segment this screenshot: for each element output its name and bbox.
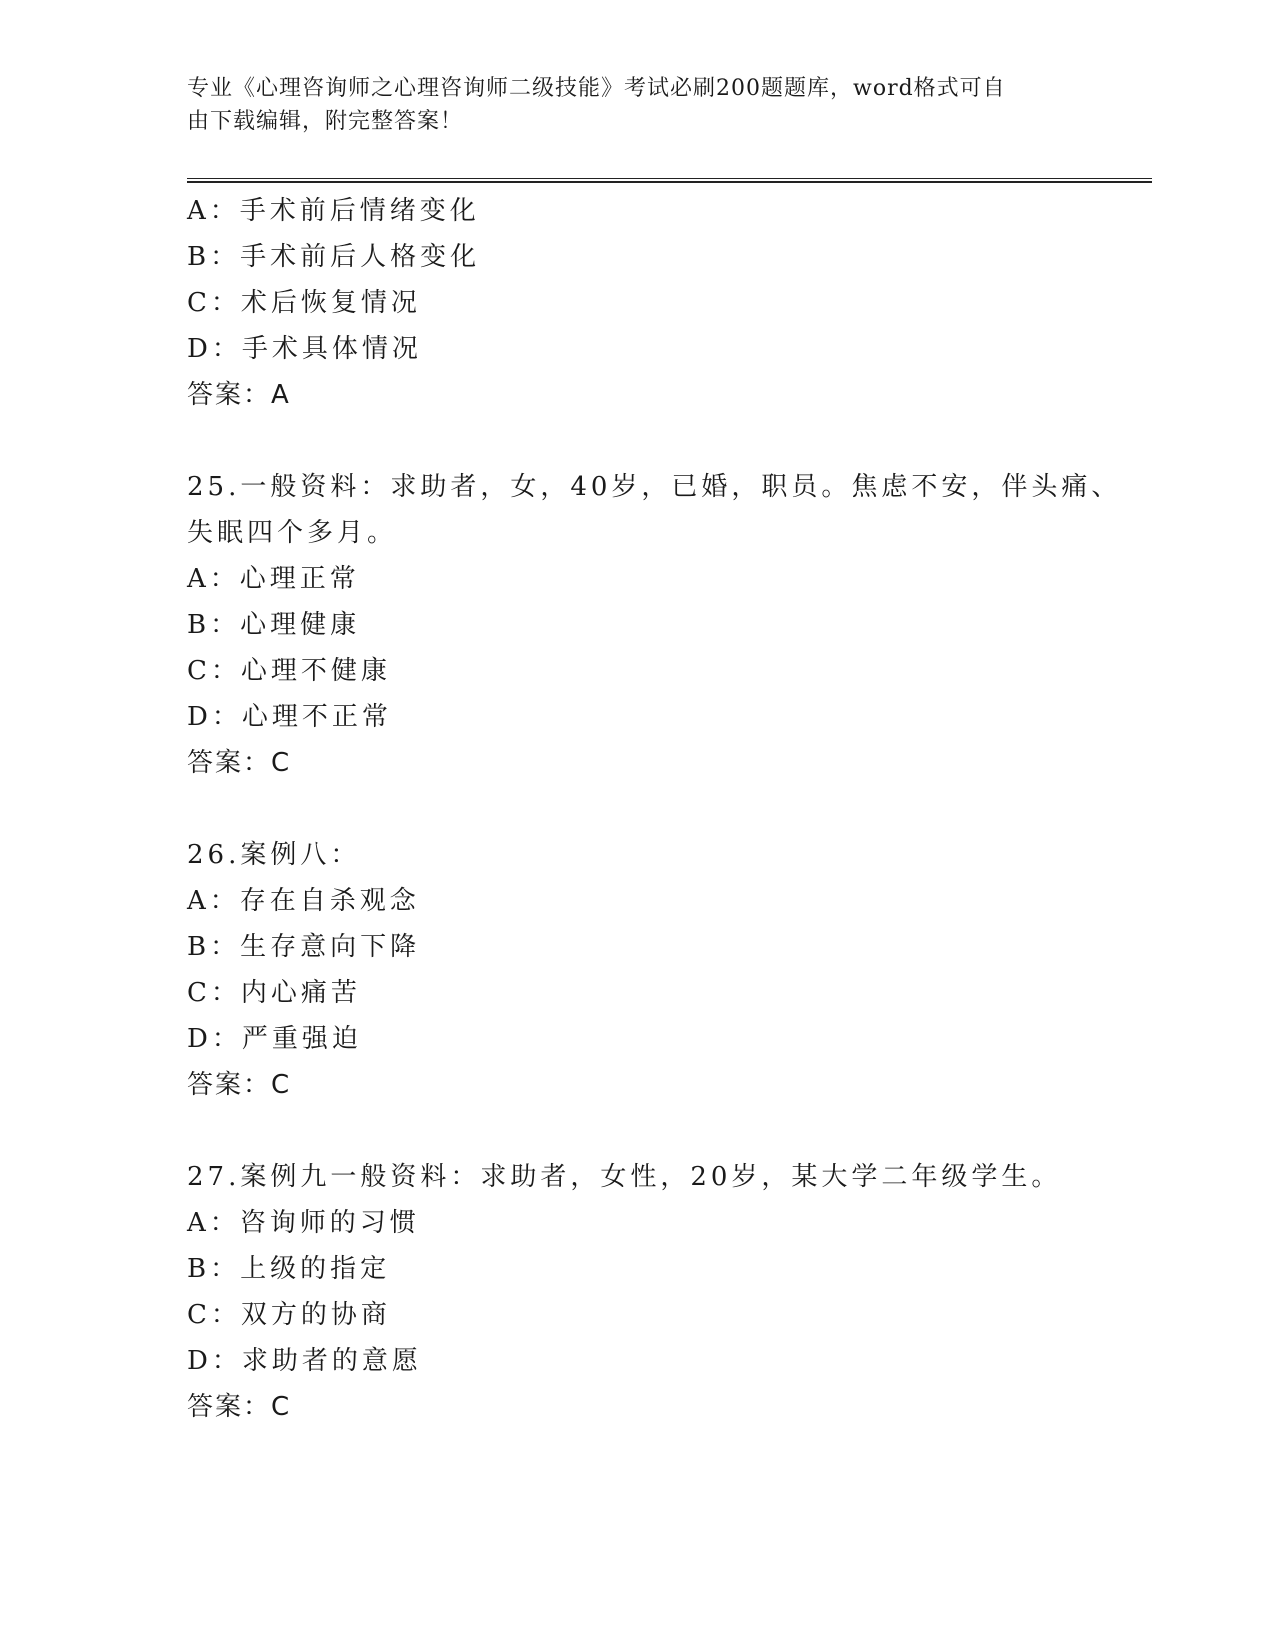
spacer [187, 418, 1087, 464]
question-stem-continued: 失眠四个多月。 [187, 518, 398, 548]
question-stem: 26.案例八： [187, 840, 361, 870]
option-a: A：心理正常 [187, 564, 360, 594]
option-d: D：手术具体情况 [187, 334, 422, 364]
answer-line: 答案：C [187, 1392, 292, 1422]
option-c: C：内心痛苦 [187, 978, 361, 1008]
answer-line: 答案：A [187, 380, 291, 410]
option-b: B：上级的指定 [187, 1254, 391, 1284]
question-stem: 25.一般资料：求助者，女，40岁，已婚，职员。焦虑不安，伴头痛、 [187, 472, 1122, 502]
spacer [187, 786, 1087, 832]
option-d: D：心理不正常 [187, 702, 392, 732]
question-26 [187, 832, 1087, 1108]
header-line-1: 专业《心理咨询师之心理咨询师二级技能》考试必刷200题题库，word格式可自 [187, 76, 1006, 101]
option-c: C：术后恢复情况 [187, 288, 421, 318]
option-b: B：手术前后人格变化 [187, 242, 481, 272]
question-24-continued [187, 188, 1087, 418]
header-line-2: 由下载编辑，附完整答案！ [187, 109, 464, 134]
header-double-rule [187, 178, 1152, 183]
option-b: B：心理健康 [187, 610, 361, 640]
question-list [187, 188, 1122, 1430]
option-b: B：生存意向下降 [187, 932, 421, 962]
option-c: C：心理不健康 [187, 656, 391, 686]
option-c: C：双方的协商 [187, 1300, 391, 1330]
answer-line: 答案：C [187, 1070, 292, 1100]
option-a: A：存在自杀观念 [187, 886, 420, 916]
question-stem: 27.案例九一般资料：求助者，女性，20岁，某大学二年级学生。 [187, 1162, 1062, 1192]
question-27 [187, 1154, 1087, 1430]
answer-line: 答案：C [187, 748, 292, 778]
spacer [187, 1108, 1087, 1154]
option-d: D：求助者的意愿 [187, 1346, 422, 1376]
option-a: A：咨询师的习惯 [187, 1208, 420, 1238]
question-25 [187, 464, 1122, 786]
option-a: A：手术前后情绪变化 [187, 196, 480, 226]
option-d: D：严重强迫 [187, 1024, 362, 1054]
page-header-note [187, 72, 1067, 138]
